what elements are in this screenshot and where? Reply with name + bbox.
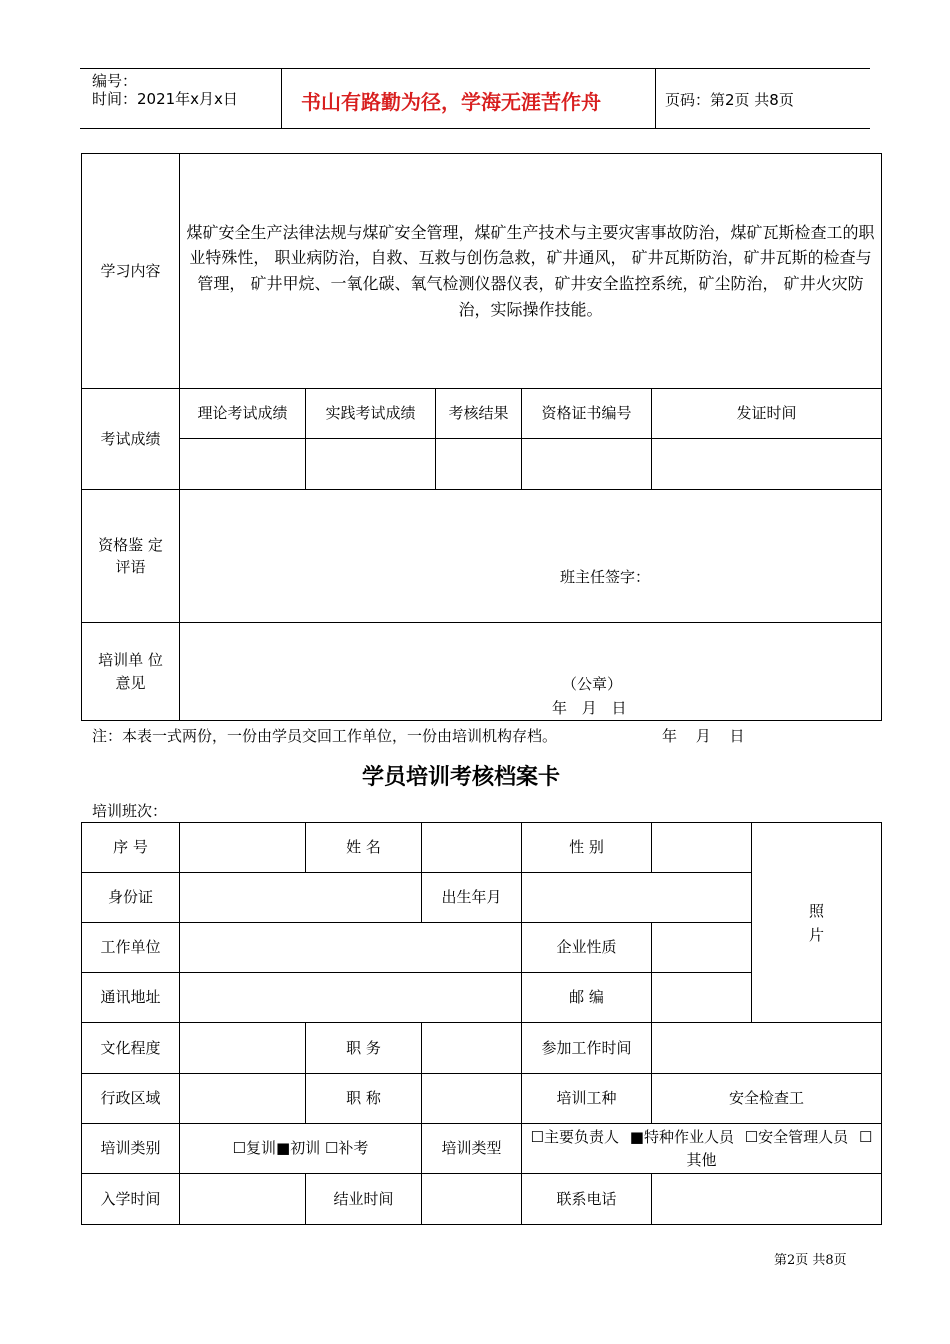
- address-value[interactable]: [180, 973, 522, 1023]
- card-title: 学员培训考核档案卡: [362, 764, 561, 790]
- unit-seal: （公章）: [562, 675, 623, 693]
- exam-cell-issue-date[interactable]: [652, 439, 882, 490]
- enroll-value[interactable]: [180, 1174, 306, 1225]
- number-label: 编号：: [92, 72, 138, 90]
- name-value[interactable]: [422, 823, 522, 873]
- title-rank-value[interactable]: [422, 1074, 522, 1124]
- motto: 书山有路勤为径，学海无涯苦作舟: [301, 90, 601, 114]
- work-type-value: 安全检查工: [652, 1074, 882, 1124]
- page-label: 页码：第2页 共8页: [665, 91, 794, 109]
- birth-label: 出生年月: [422, 873, 522, 923]
- photo-cell: 照 片: [752, 823, 882, 1023]
- footer-page: 第2页 共8页: [774, 1253, 847, 1268]
- train-type-value[interactable]: ☐主要负责人 ■特种作业人员 ☐安全管理人员 ☐其他: [522, 1124, 882, 1174]
- company-type-value[interactable]: [652, 923, 752, 973]
- name-label: 姓 名: [306, 823, 422, 873]
- education-value[interactable]: [180, 1023, 306, 1074]
- enroll-label: 入学时间: [82, 1174, 180, 1225]
- work-unit-value[interactable]: [180, 923, 522, 973]
- company-type-label: 企业性质: [522, 923, 652, 973]
- exam-header-theory: 理论考试成绩: [180, 389, 306, 439]
- education-label: 文化程度: [82, 1023, 180, 1074]
- postcode-value[interactable]: [652, 973, 752, 1023]
- exam-header-certificate: 资格证书编号: [522, 389, 652, 439]
- birth-value[interactable]: [522, 873, 752, 923]
- class-label: 培训班次：: [92, 802, 168, 820]
- exam-cell-theory[interactable]: [180, 439, 306, 490]
- unit-cell[interactable]: [180, 623, 882, 721]
- graduate-label: 结业时间: [306, 1174, 422, 1225]
- exam-label: 考试成绩: [82, 389, 180, 490]
- address-label: 通讯地址: [82, 973, 180, 1023]
- exam-header-result: 考核结果: [436, 389, 522, 439]
- card-table: [81, 822, 882, 1225]
- duty-label: 职 务: [306, 1023, 422, 1074]
- unit-label: 培训单 位意见: [82, 623, 180, 721]
- exam-cell-practice[interactable]: [306, 439, 436, 490]
- join-work-value[interactable]: [652, 1023, 882, 1074]
- gender-label: 性 别: [522, 823, 652, 873]
- seq-label: 序 号: [82, 823, 180, 873]
- study-label: 学习内容: [82, 154, 180, 389]
- id-card-value[interactable]: [180, 873, 422, 923]
- record-table: [81, 153, 882, 721]
- gender-value[interactable]: [652, 823, 752, 873]
- title-rank-label: 职 称: [306, 1074, 422, 1124]
- region-value[interactable]: [180, 1074, 306, 1124]
- region-label: 行政区域: [82, 1074, 180, 1124]
- exam-header-practice: 实践考试成绩: [306, 389, 436, 439]
- phone-label: 联系电话: [522, 1174, 652, 1225]
- phone-value[interactable]: [652, 1174, 882, 1225]
- work-unit-label: 工作单位: [82, 923, 180, 973]
- seq-value[interactable]: [180, 823, 306, 873]
- graduate-value[interactable]: [422, 1174, 522, 1225]
- duty-value[interactable]: [422, 1023, 522, 1074]
- train-type-label: 培训类型: [422, 1124, 522, 1174]
- note-text: 注：本表一式两份，一份由学员交回工作单位，一份由培训机构存档。: [92, 727, 558, 745]
- category-value[interactable]: ☐复训■初训 ☐补考: [180, 1124, 422, 1174]
- unit-date: 年 月 日: [552, 699, 627, 717]
- time-label: 时间：2021年x月x日: [92, 90, 238, 108]
- note-date: 年 月 日: [662, 727, 745, 745]
- exam-cell-result[interactable]: [436, 439, 522, 490]
- qual-cell[interactable]: [180, 490, 882, 623]
- qual-label: 资格鉴 定评语: [82, 490, 180, 623]
- postcode-label: 邮 编: [522, 973, 652, 1023]
- work-type-label: 培训工种: [522, 1074, 652, 1124]
- study-content: 煤矿安全生产法律法规与煤矿安全管理，煤矿生产技术与主要灾害事故防治，煤矿瓦斯检查工的职业特殊性， 职业病防治，自救、互救与创伤急救，矿井通风， 矿井瓦斯防治，矿井瓦斯的检查与管理， 矿井甲烷、一氧化碳、氧气检测仪器仪表，矿井安全监控系统，矿尘防治， 矿井火灾防治，实际操作技能。: [180, 154, 882, 389]
- exam-cell-certificate[interactable]: [522, 439, 652, 490]
- qual-sign: 班主任签字：: [560, 568, 651, 586]
- join-work-label: 参加工作时间: [522, 1023, 652, 1074]
- exam-header-issue-date: 发证时间: [652, 389, 882, 439]
- category-label: 培训类别: [82, 1124, 180, 1174]
- id-card-label: 身份证: [82, 873, 180, 923]
